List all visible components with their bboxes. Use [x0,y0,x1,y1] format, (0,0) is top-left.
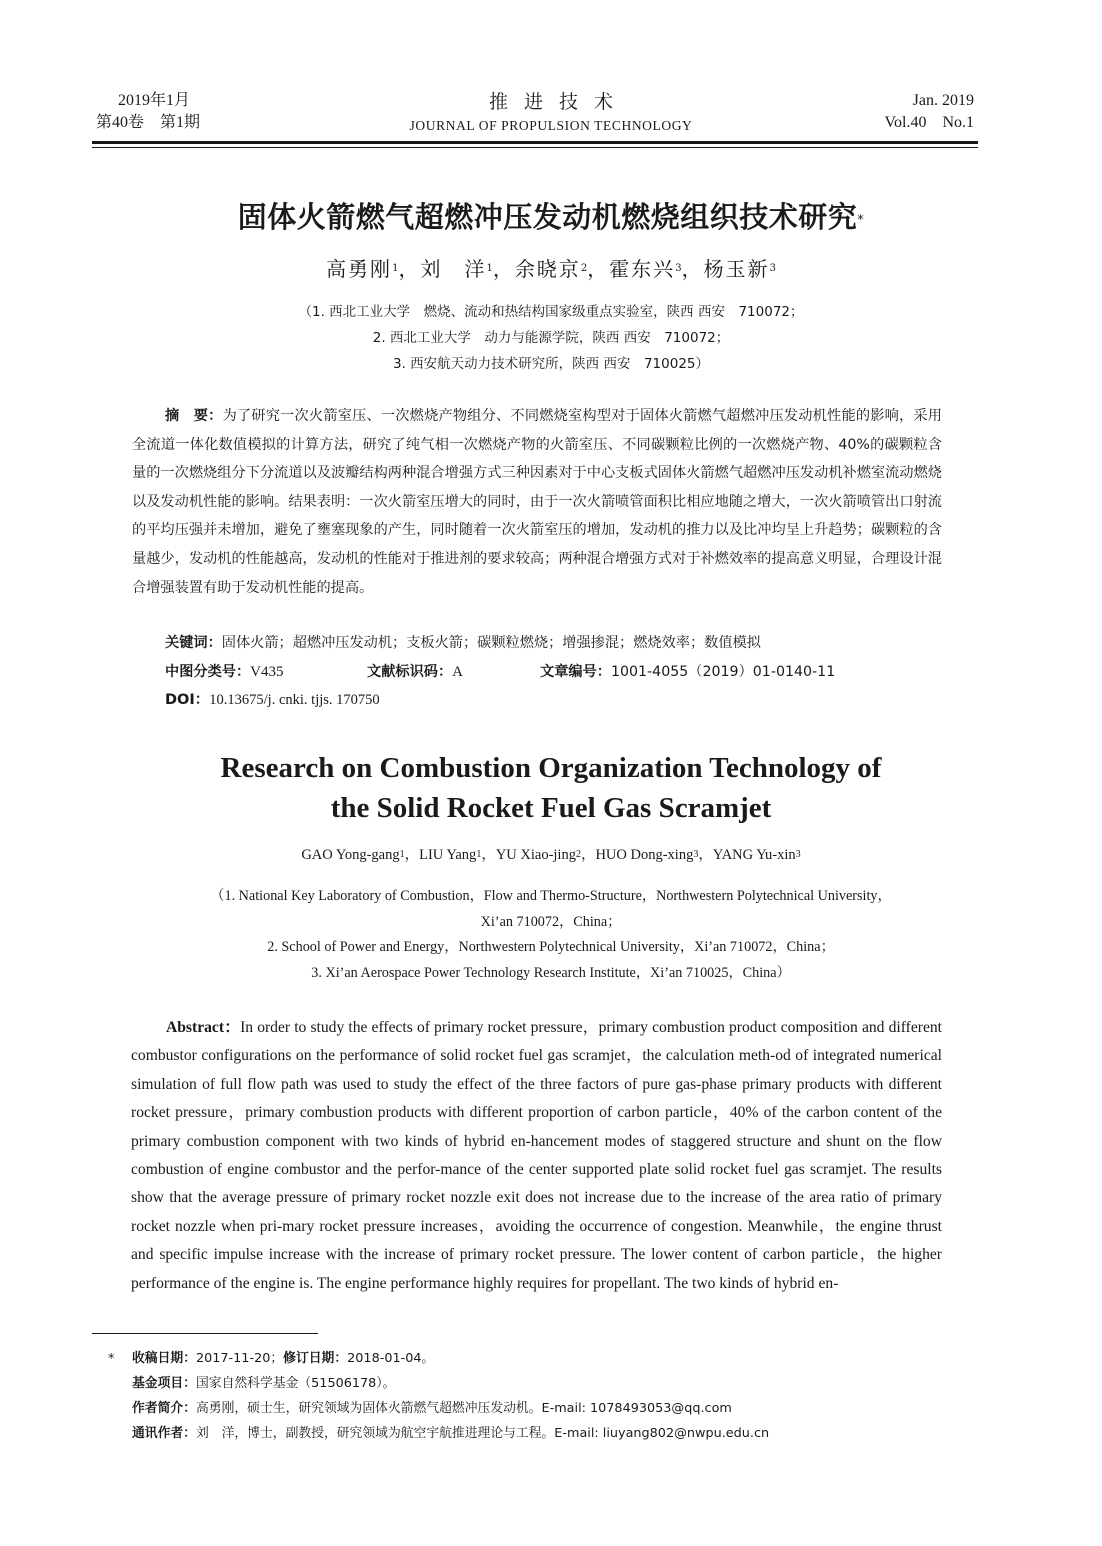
issue-volume-cn: 第40卷 第1期 [96,114,201,131]
author-list-en: GAO Yong-gang$^1$，LIU Yang$^1$，YU Xiao-jing$^2$，HUO Dong-xing$^3$，YANG Yu-xin$^3$ [301,847,801,863]
keywords-label: 关键词： [165,635,222,651]
corresponding-label: 通讯作者： [132,1426,196,1441]
abstract-cn-text: 为了研究一次火箭室压、一次燃烧产物组分、不同燃烧室构型对于固体火箭燃气超燃冲压发动机性能的影响，采用全流道一体化数值模拟的计算方法，研究了纯气相一次燃烧产物的火箭室压、不同碳颗粒比例的一次燃烧产物、40%的碳颗粒含量的一次燃烧组分下分流道以及波瓣结构两种混合增强方式三种因素对于中心支板式固体火箭燃气超燃冲压发动机补燃室流动燃烧以及发动机性能的影响。结果表明：一次火箭室压增大的同时，由于一次火箭喷管面积比相应地随之增大，一次火箭喷管出口射流的平均压强并未增加，避免了壅塞现象的产生，同时随着一次火箭室压的增加，发动机的推力以及比冲均呈上升趋势；碳颗粒的含量越少，发动机的性能越高，发动机的性能对于推进剂的要求较高；两种混合增强方式对于补燃效率的提高意义明显，合理设计混合增强装置有助于发动机性能的提高。 [132,408,942,596]
doi-value: 10.13675/j. cnki. tjjs. 170750 [209,692,380,708]
footnote-star: * [108,1351,115,1366]
received-value: 2017-11-20； [195,1351,284,1366]
clc-label: 中图分类号： [165,664,251,680]
affiliation-cn: 2. 西北工业大学 动力与能源学院，陕西 西安 710072； [372,330,730,346]
affiliation-en: 3. Xi’an Aerospace Power Technology Research Institute，Xi’an 710025，China） [311,964,791,981]
affiliations-cn [0,299,1102,377]
paper-title-en-line2: the Solid Rocket Fuel Gas Scramjet [330,792,772,824]
doc-code-label: 文献标识码： [367,664,453,680]
footnote-corresponding [108,1421,769,1446]
author-en: HUO Dong-xing$^3$ [595,847,699,863]
paper-title-cn-text: 固体火箭燃气超燃冲压发动机燃烧组织技术研究 [237,200,858,234]
abstract-en [131,1014,942,1298]
footnote-dates [108,1346,769,1371]
affiliation-cn: （1. 西北工业大学 燃烧、流动和热结构国家级重点实验室，陕西 西安 710072； [298,304,804,320]
affiliation-cn: 3. 西安航天动力技术研究所，陕西 西安 710025） [393,356,709,372]
header-right [885,90,975,134]
affiliations-en [0,884,1102,986]
paper-title-en [0,748,1102,828]
corresponding-value: 刘 洋，博士，副教授，研究领域为航空宇航推进理论与工程。E-mail: liuyang802@nwpu.edu.cn [195,1426,770,1441]
author-en: GAO Yong-gang$^1$ [301,847,405,863]
clc-value: V435 [250,664,284,680]
paper-title-en-line1: Research on Combustion Organization Technology of [220,752,882,784]
author-cn: 余晓京$^2$ [514,257,588,281]
abstract-en-label: Abstract： [166,1019,241,1036]
article-number-label: 文章编号： [540,664,611,680]
paper-title-cn [0,196,1102,238]
author-list-cn: 高勇刚$^1$，刘 洋$^1$，余晓京$^2$，霍东兴$^3$，杨玉新$^3$ [326,257,776,281]
footnotes [108,1346,769,1446]
author-cn: 霍东兴$^3$ [609,257,682,281]
abstract-cn-label: 摘 要： [165,408,223,424]
journal-name-cn: 推进技术 [488,91,629,113]
author-bio-label: 作者简介： [132,1401,196,1416]
footnote-fund [108,1371,769,1396]
header-rule-thick [92,141,978,144]
issue-date-en: Jan. 2019 [912,92,974,109]
abstract-en-text: In order to study the effects of primary rocket pressure，primary combustion product composition and different combustor configurations on the performance of solid rocket fuel gas scramjet，the calculation meth-od of integrated numerical simulation of full flow path was used to study the effect of the three factors of pure gas-phase primary products with different rocket pressure，primary combustion products with different proportion of carbon particle，40% of the carbon content of the primary combustion component with two kinds of hybrid en-hancement modes of staggered structure and shunt on the flow combustion of engine combustor and the perfor-mance of the center supported plate solid rocket fuel gas scramjet. The results show that the average pressure of primary rocket nozzle exit does not increase due to the increase of the area ratio of primary rocket nozzle when pri-mary rocket pressure increases，avoiding the occurrence of congestion. Meanwhile，the engine thrust and specific impulse increase with the increase of primary rocket pressure. The lower content of carbon particle，the higher performance of the engine is. The engine performance highly requires for propellant. The two kinds of hybrid en- [131,1019,943,1292]
author-en: LIU Yang$^1$ [419,847,482,863]
issue-date-cn: 2019年1月 [118,92,191,109]
keywords-cn [165,629,761,657]
revised-label: 修订日期： [283,1351,348,1366]
doi-line [165,686,380,714]
affiliation-en: （1. National Key Laboratory of Combustion，Flow and Thermo-Structure，Northwestern Polytechnical University， [210,888,892,904]
affiliation-en: 2. School of Power and Energy，Northwestern Polytechnical University，Xi’an 710072，China； [267,939,835,955]
fund-label: 基金项目： [132,1376,196,1391]
abstract-cn [132,402,942,602]
header-rule-thin [92,147,978,148]
author-cn: 杨玉新$^3$ [703,257,776,281]
footnote-rule [92,1333,318,1334]
author-cn: 刘 洋$^1$ [420,257,493,281]
author-en: YU Xiao-jing$^2$ [495,847,581,863]
revised-value: 2018-01-04。 [347,1351,435,1366]
received-label: 收稿日期： [132,1351,196,1366]
author-en: YANG Yu-xin$^3$ [712,847,801,863]
classification-line [165,658,835,686]
affiliation-en: Xi’an 710072，China； [480,913,622,930]
issue-volume-en: Vol.40 No.1 [884,114,974,131]
fund-value: 国家自然科学基金（51506178）。 [195,1376,396,1391]
author-bio-value: 高勇刚，硕士生，研究领域为固体火箭燃气超燃冲压发动机。E-mail: 1078493053@qq.com [195,1401,732,1416]
footnote-author [108,1396,769,1421]
journal-name-en: JOURNAL OF PROPULSION TECHNOLOGY [409,118,693,133]
article-number-value: 1001-4055（2019）01-0140-11 [610,664,836,680]
title-footnote-mark: * [857,213,865,228]
doi-label: DOI： [165,692,210,708]
author-cn: 高勇刚$^1$ [326,257,399,281]
keywords-text: 固体火箭；超燃冲压发动机；支板火箭；碳颗粒燃烧；增强掺混；燃烧效率；数值模拟 [221,635,761,651]
doc-code-value: A [452,664,463,680]
